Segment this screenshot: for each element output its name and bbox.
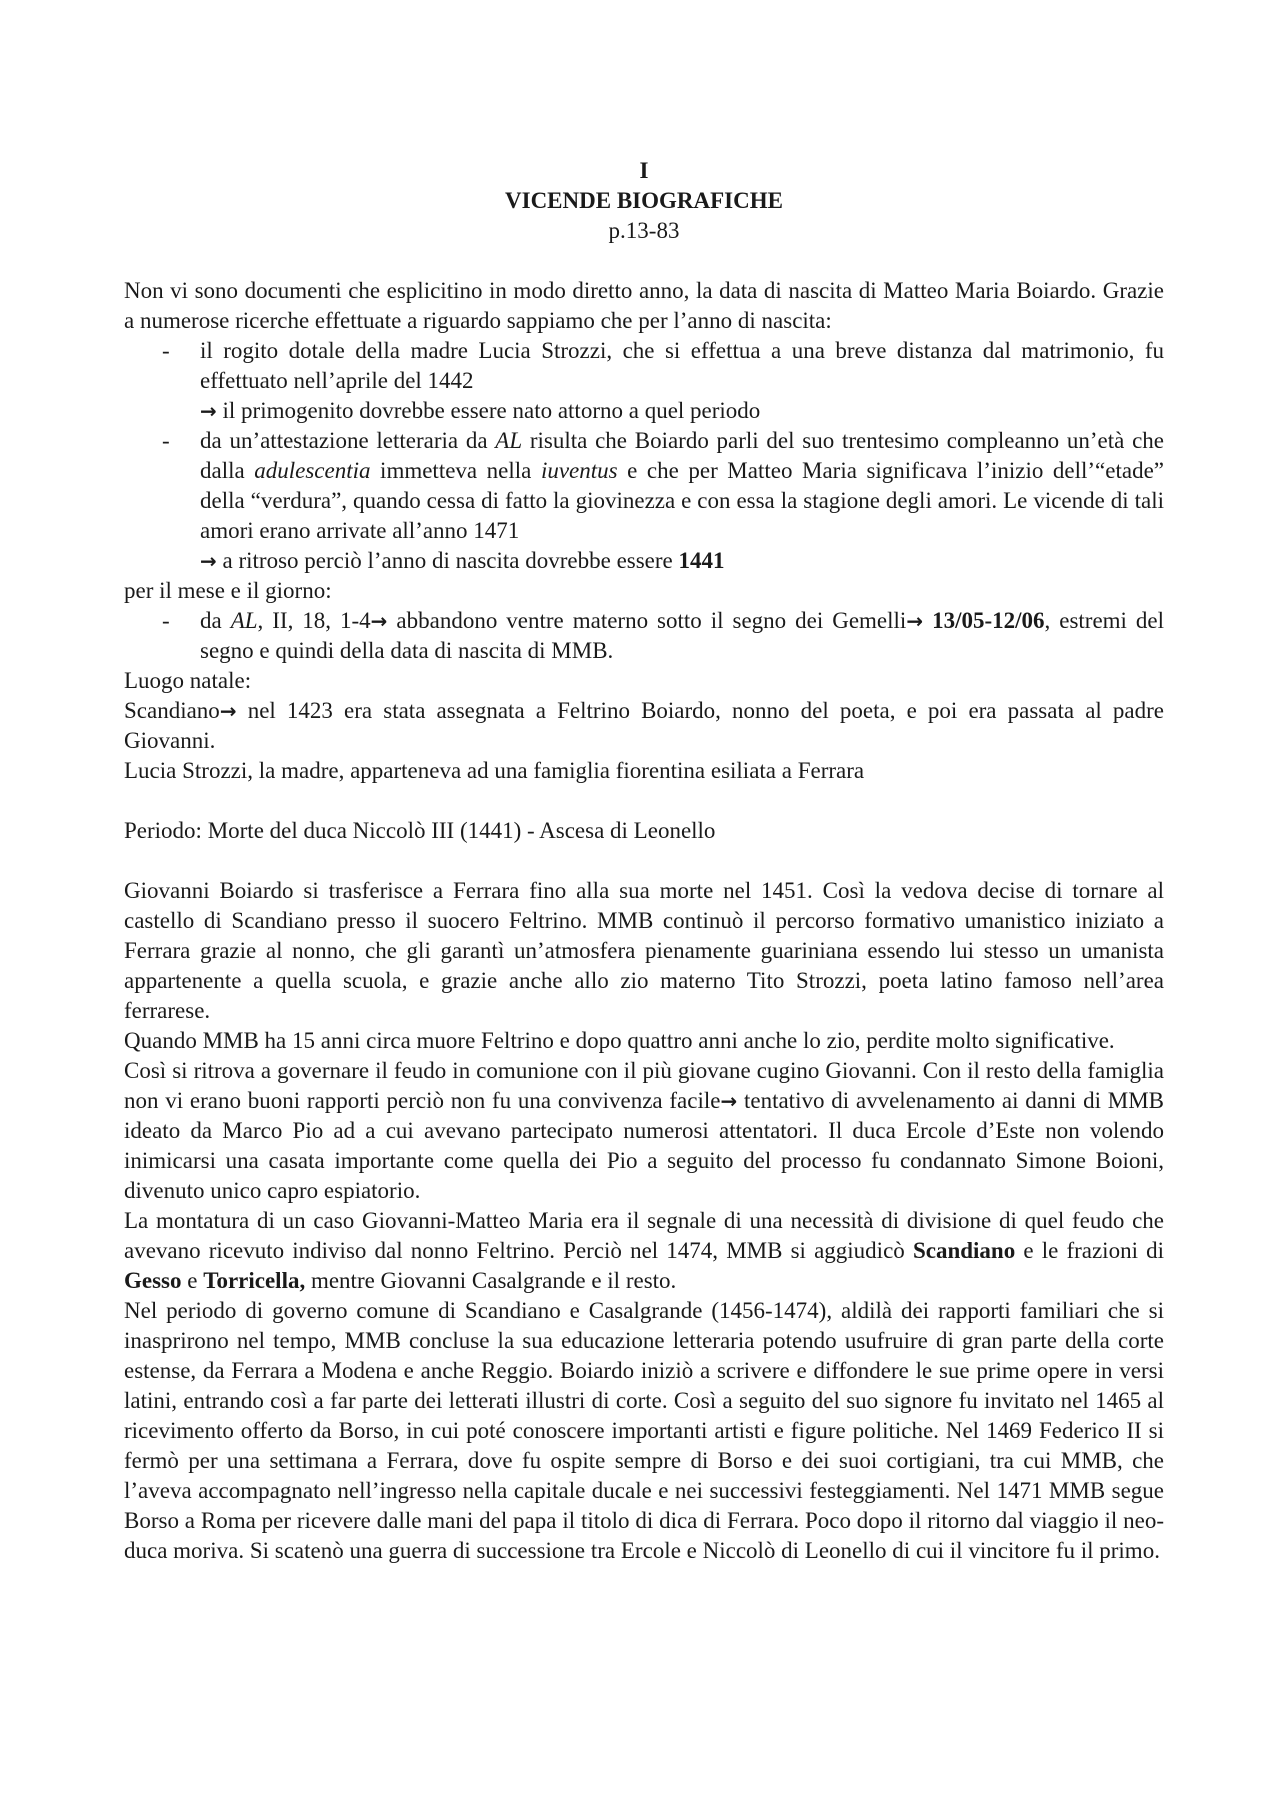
arrow-icon: → (370, 609, 388, 633)
dash-bullet: - (162, 608, 170, 633)
body-paragraph: Nel periodo di governo comune di Scandiano e Casalgrande (1456-1474), aldilà dei rapporti familiari che si inasprirono nel tempo, MMB concluse la sua educazione letteraria potendo usufruire di gran parte della corte estense, da Ferrara a Modena e anche Reggio. Boiardo iniziò a scrivere e diffondere le sue prime opere in versi latini, entrando così a far parte dei letterati illustri di corte. Così a seguito del suo signore fu invitato nel 1465 al ricevimento offerto da Borso, in cui poté conoscere importanti artisti e figure politiche. Nel 1469 Federico II si fermò per una settimana a Ferrara, dove fu ospite sempre di Borso e dei suoi cortigiani, tra cui MMB, che l’aveva accompagnato nell’ingresso nella capitale ducale e nei successivi festeggiamenti. Nel 1471 MMB segue Borso a Roma per ricevere dalle mani del papa il titolo di dica di Ferrara. Poco dopo il ritorno dal viaggio il neo-duca moriva. Si scatenò una guerra di successione tra Ercole e Niccolò di Leonello di cui il vincitore fu il primo. (124, 1298, 1164, 1563)
result-line: → il primogenito dovrebbe essere nato attorno a quel periodo (200, 398, 761, 423)
result-line: → a ritroso perciò l’anno di nascita dovrebbe essere 1441 (200, 548, 725, 573)
dash-bullet: - (162, 338, 170, 363)
birth-year-list (124, 336, 1164, 396)
arrow-icon: → (720, 1089, 738, 1113)
body-paragraph: Così si ritrova a governare il feudo in comunione con il più giovane cugino Giovanni. Con il resto della famiglia non vi erano buoni rapporti perciò non fu una convivenza facile→ tentativo di avvelenamento ai danni di MMB ideato da Marco Pio ad a cui avevano partecipato numerosi attentatori. Il duca Ercole d’Este non volendo inimicarsi una casata importante come quella dei Pio a seguito del processo fu condannato Simone Boioni, divenuto unico capro espiatorio. (124, 1058, 1164, 1203)
arrow-icon: → (219, 699, 237, 723)
birth-dates: 13/05-12/06 (932, 608, 1045, 633)
chapter-title: VICENDE BIOGRAFICHE (505, 188, 783, 213)
arrow-icon: → (906, 609, 924, 633)
birth-year: 1441 (678, 548, 725, 573)
birthplace-paragraph: Scandiano→ nel 1423 era stata assegnata a Feltrino Boiardo, nonno del poeta, e poi era passata al padre Giovanni. (124, 698, 1164, 753)
chapter-pages: p.13-83 (608, 218, 680, 243)
list-item: - da un’attestazione letteraria da AL risulta che Boiardo parli del suo trentesimo compleanno un’età che dalla adulescentia immetteva nella iuventus e che per Matteo Maria significava l’inizio dell’“etade” della “verdura”, quando cessa di fatto la giovinezza e con essa la stagione degli amori. Le vicende di tali amori erano arrivate all’anno 1471 (162, 428, 1165, 543)
arrow-icon: → (200, 549, 217, 573)
list-item: - da AL, II, 18, 1-4→ abbandono ventre materno sotto il segno dei Gemelli→ 13/05-12/06, estremi del segno e quindi della data di nascita di MMB. (162, 608, 1165, 663)
body-paragraph: Quando MMB ha 15 anni circa muore Feltrino e dopo quattro anni anche lo zio, perdite molto significative. (124, 1028, 1115, 1053)
body-paragraph: Giovanni Boiardo si trasferisce a Ferrara fino alla sua morte nel 1451. Così la vedova decise di tornare al castello di Scandiano presso il suocero Feltrino. MMB continuò il percorso formativo umanistico iniziato a Ferrara grazie al nonno, che gli garantì un’atmosfera pienamente guariniana essendo lui stesso un umanista appartenente a quella scuola, e grazie anche allo zio materno Tito Strozzi, poeta latino famoso nell’area ferrarese. (124, 878, 1164, 1023)
birthplace-label: Luogo natale: (124, 668, 252, 693)
intro-paragraph: Non vi sono documenti che esplicitino in modo diretto anno, la data di nascita di Matteo Maria Boiardo. Grazie a numerose ricerche effettuate a riguardo sappiamo che per l’anno di nascita: (124, 278, 1164, 333)
list-item: - il rogito dotale della madre Lucia Strozzi, che si effettua a una breve distanza dal matrimonio, fu effettuato nell’aprile del 1442 (162, 338, 1164, 393)
document-page (124, 156, 1164, 1566)
body-paragraph: La montatura di un caso Giovanni-Matteo Maria era il segnale di una necessità di divisione di quel feudo che avevano ricevuto indiviso dal nonno Feltrino. Perciò nel 1474, MMB si aggiudicò Scandiano e le frazioni di Gesso e Torricella, mentre Giovanni Casalgrande e il resto. (124, 1208, 1165, 1293)
chapter-number: I (639, 158, 649, 183)
dash-bullet: - (162, 428, 170, 453)
period-heading: Periodo: Morte del duca Niccolò III (1441) - Ascesa di Leonello (124, 818, 716, 843)
mother-paragraph: Lucia Strozzi, la madre, apparteneva ad una famiglia fiorentina esiliata a Ferrara (124, 758, 865, 783)
arrow-icon: → (200, 399, 217, 423)
month-day-label: per il mese e il giorno: (124, 578, 332, 603)
